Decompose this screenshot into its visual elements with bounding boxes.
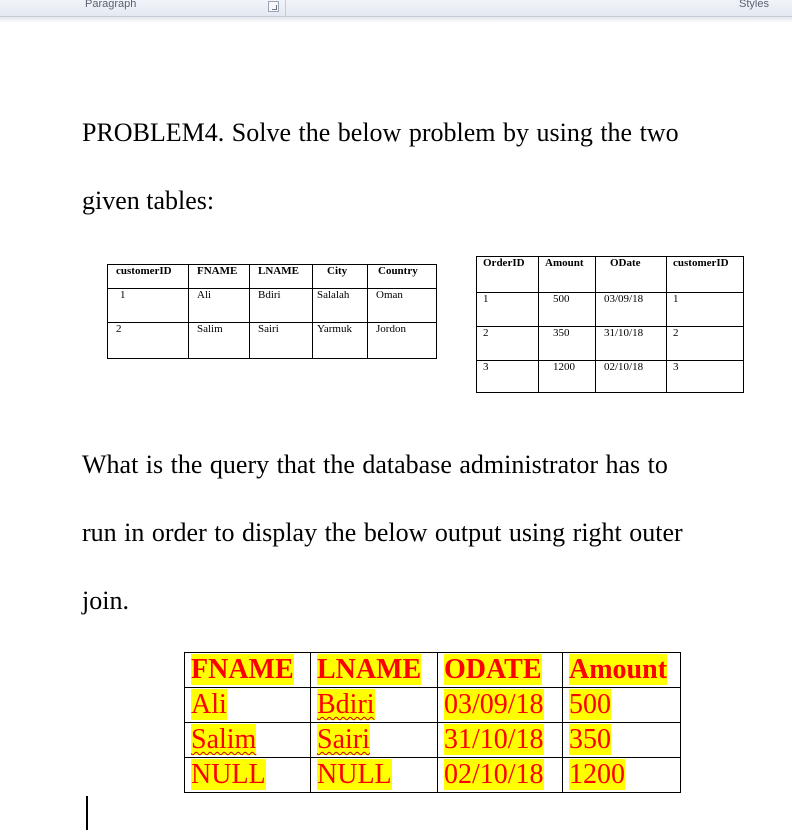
output-cell-text: Salim [191, 724, 257, 755]
customer-cell: Yarmuk [313, 323, 368, 359]
customer-cell: Salim [189, 323, 250, 359]
output-cell-text: 02/10/18 [444, 759, 544, 790]
output-header-text: ODATE [444, 654, 542, 685]
output-cell-text: 1200 [569, 759, 625, 790]
customer-header-cell: Country [368, 265, 437, 289]
order-header-cell: OrderID [477, 257, 539, 293]
customer-header-cell: customerID [108, 265, 189, 289]
output-cell [563, 723, 681, 758]
customer-cell: Ali [189, 289, 250, 323]
output-cell-text: 03/09/18 [444, 689, 544, 720]
output-cell [311, 688, 438, 723]
order-cell: 31/10/18 [596, 327, 667, 361]
output-cell [311, 723, 438, 758]
output-cell [311, 758, 438, 793]
order-cell: 02/10/18 [596, 361, 667, 393]
ribbon-shadow [0, 17, 792, 23]
output-cell [185, 688, 311, 723]
output-header-cell [185, 653, 311, 688]
output-cell [185, 723, 311, 758]
output-cell [185, 758, 311, 793]
table-row [108, 289, 437, 323]
order-cell: 3 [477, 361, 539, 393]
order-cell: 1 [477, 293, 539, 327]
output-table [184, 652, 681, 793]
table-row [477, 293, 744, 327]
table-row [185, 723, 681, 758]
output-cell-text: 31/10/18 [444, 724, 544, 755]
output-cell-text: NULL [191, 759, 266, 790]
output-cell [438, 723, 563, 758]
order-cell: 2 [667, 327, 744, 361]
paragraph-group-label: Paragraph [85, 0, 137, 10]
question-line-2: run in order to display the below output using right outer [82, 518, 683, 547]
output-header-cell [563, 653, 681, 688]
customer-cell: Jordon [368, 323, 437, 359]
styles-group-label: Styles [739, 0, 769, 10]
customer-header-cell: City [313, 265, 368, 289]
customer-header-cell: LNAME [250, 265, 313, 289]
customer-table-header [108, 265, 437, 289]
output-header-text: FNAME [191, 654, 294, 685]
output-cell-text: Sairi [317, 724, 370, 755]
table-row [185, 688, 681, 723]
output-header-text: LNAME [317, 654, 422, 685]
order-cell: 3 [667, 361, 744, 393]
table-row [477, 327, 744, 361]
order-cell: 2 [477, 327, 539, 361]
output-cell-text: 350 [569, 724, 611, 755]
customer-cell: 2 [108, 323, 189, 359]
question-line-3: join. [82, 586, 129, 615]
output-cell-text: 500 [569, 689, 611, 720]
customer-cell: Salalah [313, 289, 368, 323]
output-table-header [185, 653, 681, 688]
output-cell-text: NULL [317, 759, 392, 790]
question-line-1: What is the query that the database administrator has to [82, 450, 668, 479]
customer-table [107, 264, 437, 359]
table-row [108, 323, 437, 359]
customer-header-cell: FNAME [189, 265, 250, 289]
output-header-cell [438, 653, 563, 688]
output-cell [563, 758, 681, 793]
output-cell [438, 758, 563, 793]
order-header-cell: customerID [667, 257, 744, 293]
text-cursor [86, 796, 88, 830]
problem-line-1: PROBLEM4. Solve the below problem by using the two [82, 118, 679, 147]
customer-cell: Oman [368, 289, 437, 323]
order-cell: 350 [539, 327, 596, 361]
output-header-text: Amount [569, 654, 668, 685]
order-table [476, 256, 744, 393]
output-cell-text: Ali [191, 689, 227, 720]
order-cell: 03/09/18 [596, 293, 667, 327]
output-cell [563, 688, 681, 723]
order-header-cell: Amount [539, 257, 596, 293]
order-cell: 500 [539, 293, 596, 327]
paragraph-dialog-launcher-icon[interactable] [268, 1, 279, 12]
customer-cell: Sairi [250, 323, 313, 359]
order-cell: 1 [667, 293, 744, 327]
customer-cell: Bdiri [250, 289, 313, 323]
order-cell: 1200 [539, 361, 596, 393]
ribbon-bar [0, 0, 792, 17]
table-row [185, 758, 681, 793]
output-header-cell [311, 653, 438, 688]
table-row [477, 361, 744, 393]
output-cell-text: Bdiri [317, 689, 375, 720]
order-header-cell: ODate [596, 257, 667, 293]
order-table-header [477, 257, 744, 293]
output-cell [438, 688, 563, 723]
customer-cell: 1 [108, 289, 189, 323]
ribbon-separator [285, 0, 286, 16]
problem-line-2: given tables: [82, 186, 215, 215]
